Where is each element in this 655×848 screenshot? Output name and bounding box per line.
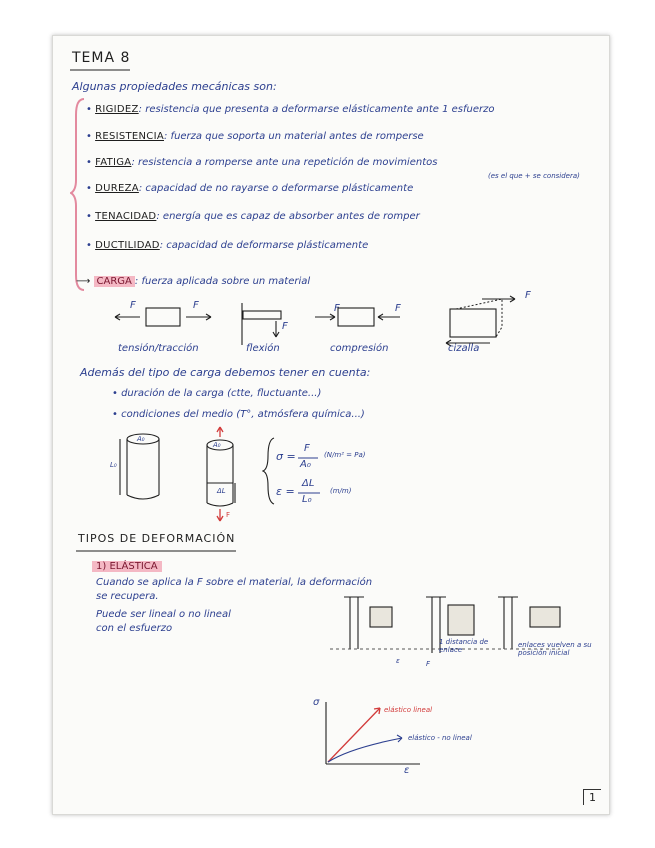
lattice-note: 1 distancia de enlace bbox=[439, 638, 489, 654]
property-desc: : resistencia que presenta a deformarse elásticamente ante 1 esfuerzo bbox=[138, 104, 495, 115]
property-term: TENACIDAD bbox=[95, 211, 157, 222]
epsilon-num: ΔL bbox=[302, 478, 315, 489]
epsilon-den: L₀ bbox=[302, 494, 312, 505]
epsilon-units: (m/m) bbox=[330, 487, 352, 495]
force-label: F bbox=[193, 300, 199, 311]
sigma-lhs: σ = bbox=[276, 450, 296, 463]
sigma-den: A₀ bbox=[300, 459, 311, 470]
length-label: L₀ bbox=[110, 461, 117, 469]
elastic-label: 1) ELÁSTICA bbox=[92, 561, 162, 572]
property-term: RESISTENCIA bbox=[95, 131, 164, 142]
load-type-label: flexión bbox=[246, 343, 280, 354]
delta-label: ΔL bbox=[217, 487, 226, 495]
elastic-line: se recupera. bbox=[96, 591, 159, 602]
equation-brace bbox=[262, 436, 276, 506]
graph-linear-label: elástico lineal bbox=[384, 706, 433, 714]
carga-term: CARGA bbox=[94, 276, 135, 287]
carga-line bbox=[76, 276, 310, 287]
consider-intro: Además del tipo de carga debemos tener en cuenta: bbox=[80, 366, 371, 379]
area-label: A₀ bbox=[137, 435, 145, 443]
carga-desc: : fuerza aplicada sobre un material bbox=[134, 276, 311, 287]
property-term: FATIGA bbox=[95, 157, 132, 168]
elastic-line: Cuando se aplica la F sobre el material, la deformación bbox=[96, 577, 373, 588]
title-underline bbox=[70, 66, 170, 76]
lattice-sketches bbox=[330, 595, 590, 675]
area-label: A₀ bbox=[213, 441, 221, 449]
consider-item: • duración de la carga (ctte, fluctuante...) bbox=[112, 388, 322, 399]
elastic-line: con el esfuerzo bbox=[96, 623, 173, 634]
deformation-heading: TIPOS DE DEFORMACIÓN bbox=[78, 532, 236, 545]
arrow-right-icon: ⟶ bbox=[76, 276, 91, 287]
property-desc: : resistencia a romperse ante una repetición de movimientos bbox=[131, 157, 438, 168]
property-term: DUCTILIDAD bbox=[95, 240, 160, 251]
property-desc: : fuerza que soporta un material antes de romperse bbox=[164, 131, 424, 142]
graph-y-label: σ bbox=[313, 697, 320, 708]
page-title: TEMA 8 bbox=[72, 50, 131, 66]
force-label: F bbox=[226, 511, 231, 519]
property-desc: : energía que es capaz de absorber antes de romper bbox=[156, 211, 420, 222]
heading-underline bbox=[76, 548, 246, 554]
force-label: F bbox=[282, 321, 288, 332]
pink-brace bbox=[70, 95, 90, 295]
load-type-label: cizalla bbox=[448, 343, 480, 354]
consider-item: • condiciones del medio (T°, atmósfera química...) bbox=[112, 409, 365, 420]
force-label: F bbox=[426, 660, 431, 668]
lattice-note: enlaces vuelven a su posición inicial bbox=[518, 641, 592, 657]
force-label: F bbox=[525, 290, 531, 301]
cylinder-sketches bbox=[108, 425, 268, 525]
sigma-num: F bbox=[304, 443, 310, 454]
property-term: RIGIDEZ bbox=[95, 104, 139, 115]
property-desc: : capacidad de deformarse plásticamente bbox=[159, 240, 369, 251]
eps-label: ε bbox=[396, 657, 400, 665]
load-type-label: tensión/tracción bbox=[118, 343, 199, 354]
intro-text: Algunas propiedades mecánicas son: bbox=[72, 80, 277, 93]
property-item: • RESISTENCIA: fuerza que soporta un material antes de romperse bbox=[86, 131, 424, 142]
property-item: • DUCTILIDAD: capacidad de deformarse plásticamente bbox=[86, 240, 369, 251]
fatiga-note: (es el que + se considera) bbox=[488, 172, 580, 180]
graph-x-label: ε bbox=[404, 765, 410, 776]
property-desc: : capacidad de no rayarse o deformarse plásticamente bbox=[138, 183, 414, 194]
graph-nonlinear-label: elástico - no lineal bbox=[408, 734, 472, 742]
sigma-units: (N/m² = Pa) bbox=[324, 451, 366, 459]
property-item: • FATIGA: resistencia a romperse ante una repetición de movimientos bbox=[86, 157, 438, 168]
property-term: DUREZA bbox=[95, 183, 139, 194]
epsilon-lhs: ε = bbox=[276, 485, 295, 498]
page-number: 1 bbox=[583, 789, 601, 805]
property-item: • TENACIDAD: energía que es capaz de absorber antes de romper bbox=[86, 211, 420, 222]
force-label: F bbox=[395, 303, 401, 314]
load-type-label: compresión bbox=[330, 343, 389, 354]
property-item: • DUREZA: capacidad de no rayarse o deformarse plásticamente bbox=[86, 183, 414, 194]
force-label: F bbox=[334, 303, 340, 314]
elastic-line: Puede ser lineal o no lineal bbox=[96, 609, 231, 620]
force-label: F bbox=[130, 300, 136, 311]
property-item: • RIGIDEZ: resistencia que presenta a deformarse elásticamente ante 1 esfuerzo bbox=[86, 104, 495, 115]
